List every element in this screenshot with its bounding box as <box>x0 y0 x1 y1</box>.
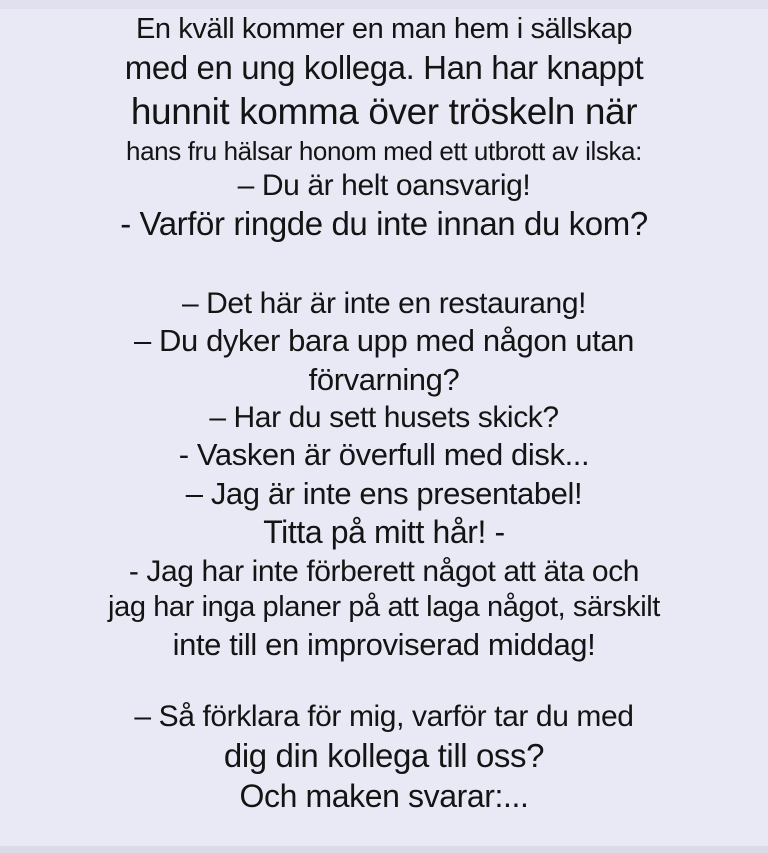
joke-line: – Du är helt oansvarig! <box>237 168 531 202</box>
joke-line: hans fru hälsar honom med ett utbrott av ilska: <box>126 135 642 166</box>
joke-line: hunnit komma över tröskeln när <box>130 90 638 132</box>
bottom-edge-strip <box>0 846 768 853</box>
joke-line: – Har du sett husets skick? <box>209 401 559 435</box>
joke-line: Titta på mitt hår! - <box>263 514 505 551</box>
joke-line: jag har inga planer på att laga något, särskilt <box>108 591 660 624</box>
joke-line: förvarning? <box>308 361 460 397</box>
joke-line: inte till en improviserad middag! <box>172 627 596 662</box>
joke-line: med en ung kollega. Han har knappt <box>124 48 644 86</box>
joke-line: Och maken svarar:... <box>239 777 529 814</box>
joke-line: En kväll kommer en man hem i sällskap <box>135 13 633 45</box>
joke-line: – Du dyker bara upp med någon utan <box>134 323 634 359</box>
joke-line: – Jag är inte ens presentabel! <box>185 475 583 511</box>
joke-line: dig din kollega till oss? <box>223 736 545 774</box>
joke-line: – Det här är inte en restaurang! <box>181 287 587 321</box>
joke-line: - Jag har inte förberett något att äta och <box>128 554 640 588</box>
joke-line: - Varför ringde du inte innan du kom? <box>120 205 648 243</box>
paragraph-gap <box>0 664 768 698</box>
paragraph-gap <box>0 245 768 285</box>
joke-text-block <box>0 12 768 816</box>
top-edge-strip <box>0 0 768 9</box>
joke-line: - Vasken är överfull med disk... <box>178 437 590 473</box>
joke-line: – Så förklara för mig, varför tar du med <box>134 700 634 734</box>
